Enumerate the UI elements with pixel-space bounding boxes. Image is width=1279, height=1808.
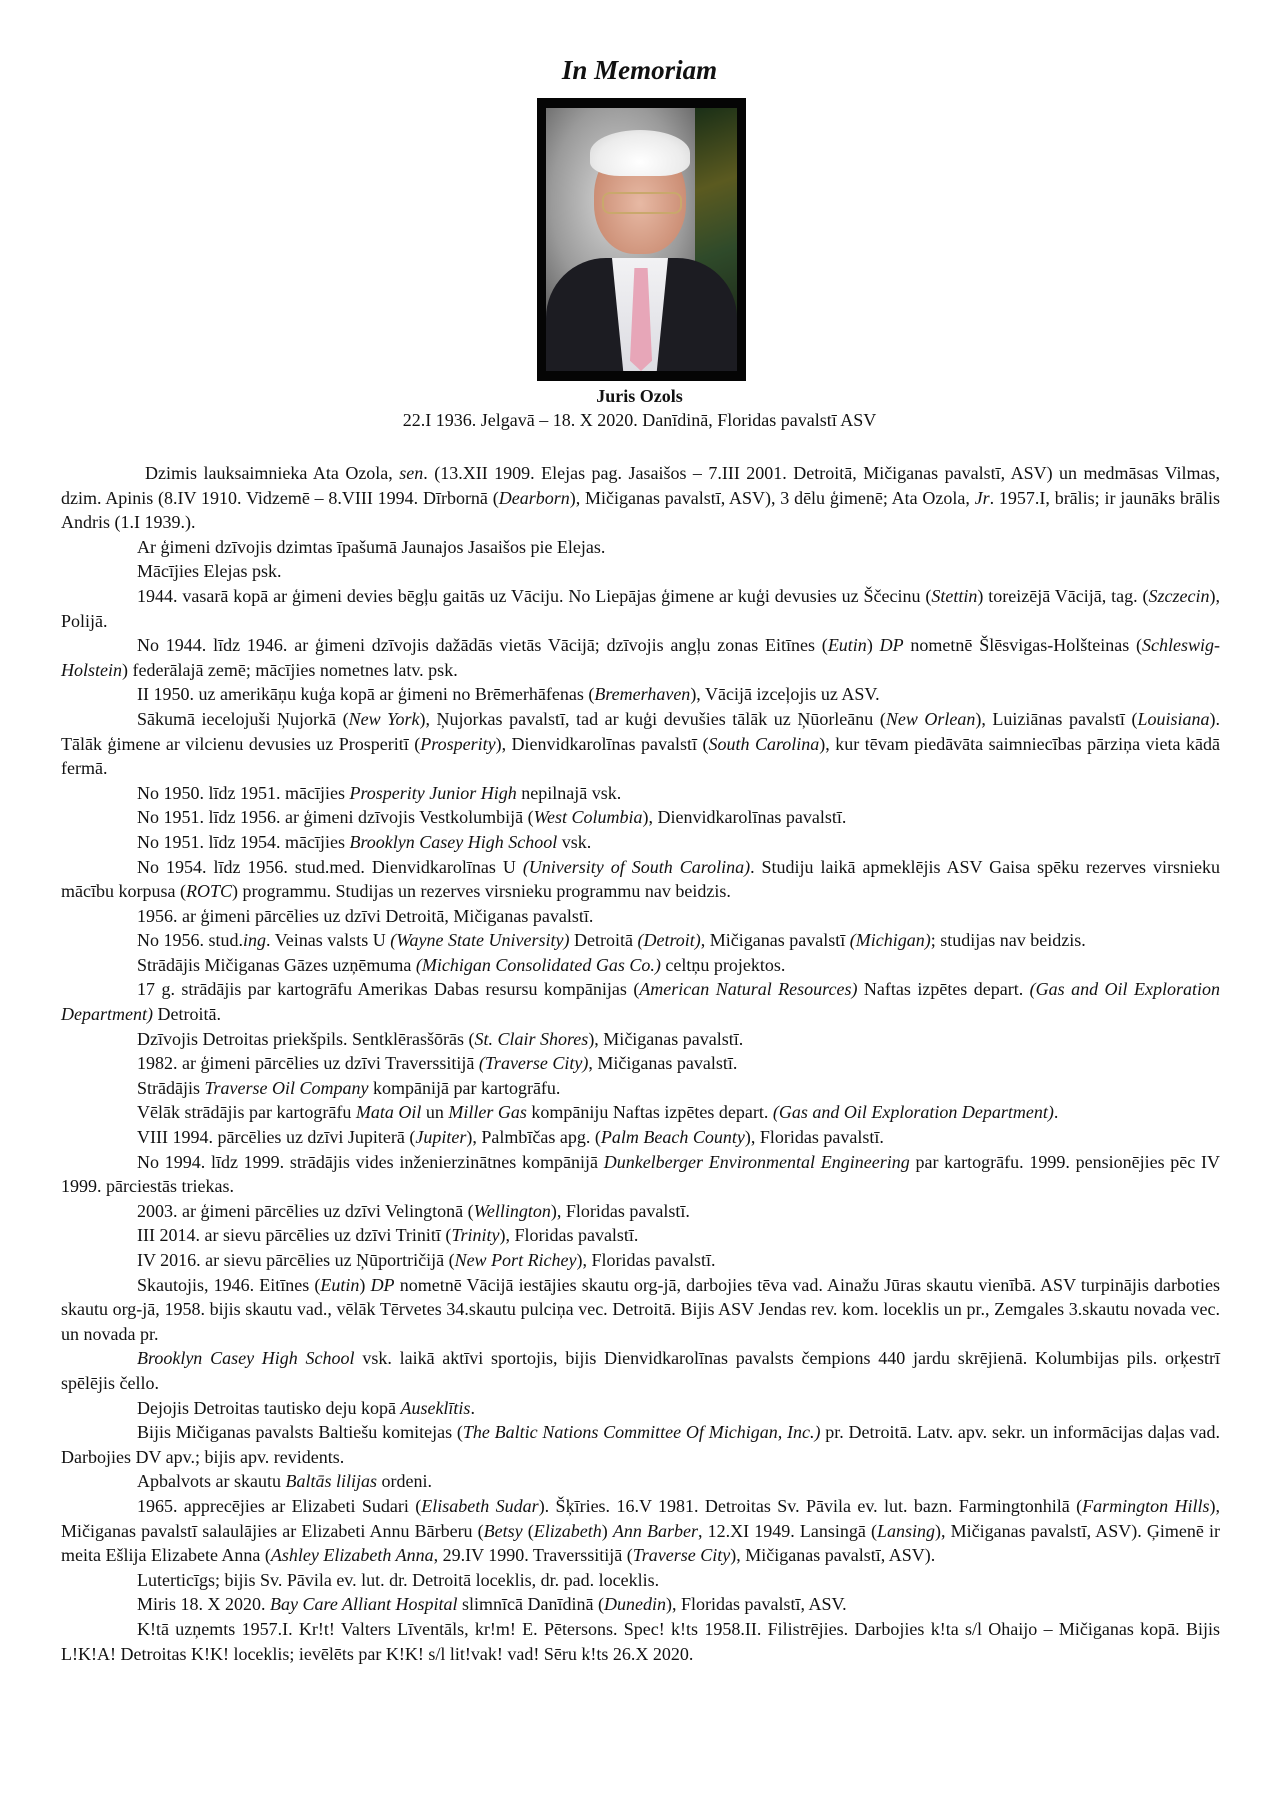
biography-paragraph: No 1950. līdz 1951. mācījies Prosperity Junior High nepilnajā vsk. (137, 782, 622, 803)
life-dates: 22.I 1936. Jelgavā – 18. X 2020. Danīdinā, Floridas pavalstī ASV (402, 410, 877, 430)
biography-paragraph: 1956. ar ģimeni pārcēlies uz dzīvi Detroitā, Mičiganas pavalstī. (137, 905, 594, 926)
biography-paragraph: K!tā uzņemts 1957.I. Kr!t! Valters Līventāls, kr!m! E. Pētersons. Spec! k!ts 1958.II. Filistrējies. Darbojies k!ta s/l Ohaijo – Mičiganas kopā. Bijis L!K!A! Detroitas K!K! loceklis; ievēlēts par K!K! s/l lit!vak! vad! Sēru k!ts 26.X 2020. (61, 1618, 1220, 1664)
biography-paragraph: Strādājis Traverse Oil Company kompānijā par kartogrāfu. (137, 1077, 561, 1098)
biography-text (61, 461, 1220, 1666)
biography-paragraph: 1944. vasarā kopā ar ģimeni devies bēgļu gaitās uz Vāciju. No Liepājas ģimene ar kuģi devusies uz Ščecinu (Stettin) toreizējā Vācijā, tag. (Szczecin), Polijā. (61, 585, 1220, 631)
biography-paragraph: Strādājis Mičiganas Gāzes uzņēmuma (Michigan Consolidated Gas Co.) celtņu projektos. (137, 954, 786, 975)
biography-paragraph: VIII 1994. pārcēlies uz dzīvi Jupiterā (Jupiter), Palmbīčas apg. (Palm Beach County), Floridas pavalstī. (137, 1127, 884, 1148)
biography-paragraph: No 1951. līdz 1954. mācījies Brooklyn Casey High School vsk. (137, 831, 592, 852)
portrait-image (546, 108, 737, 371)
biography-paragraph: No 1954. līdz 1956. stud.med. Dienvidkarolīnas U (University of South Carolina). Studiju laikā apmeklējis ASV Gaisa spēku rezerves virsnieku mācību korpusa (ROTC) programmu. Studijas un rezerves virsnieku programmu nav beidzis. (61, 856, 1220, 902)
biography-paragraph: Bijis Mičiganas pavalsts Baltiešu komitejas (The Baltic Nations Committee Of Michigan, Inc.) pr. Detroitā. Latv. apv. sekr. un informācijas daļas vad. Darbojies DV apv.; bijis apv. revidents. (61, 1422, 1220, 1467)
portrait-hair (590, 130, 690, 176)
biography-paragraph: Ar ģimeni dzīvojis dzimtas īpašumā Jaunajos Jasaišos pie Elejas. (137, 536, 606, 557)
biography-paragraph: Miris 18. X 2020. Bay Care Alliant Hospital slimnīcā Danīdinā (Dunedin), Floridas pavalstī, ASV. (137, 1594, 847, 1615)
biography-paragraph: Apbalvots ar skautu Baltās lilijas ordeni. (137, 1471, 432, 1492)
biography-paragraph: 17 g. strādājis par kartogrāfu Amerikas Dabas resursu kompānijas (American Natural Resources) Naftas izpētes depart. (Gas and Oil Exploration Department) Detroitā. (61, 979, 1220, 1025)
deceased-name: Juris Ozols (596, 386, 683, 406)
biography-paragraph: Dejojis Detroitas tautisko deju kopā Auseklītis. (137, 1397, 475, 1418)
biography-paragraph: Vēlāk strādājis par kartogrāfu Mata Oil un Miller Gas kompāniju Naftas izpētes depart. (Gas and Oil Exploration Department). (137, 1102, 1059, 1123)
biography-paragraph: No 1956. stud.ing. Veinas valsts U (Wayne State University) Detroitā (Detroit), Mičiganas pavalstī (Michigan); studijas nav beidzis. (137, 930, 1086, 951)
biography-paragraph: Luterticīgs; bijis Sv. Pāvila ev. lut. dr. Detroitā loceklis, dr. pad. loceklis. (137, 1569, 660, 1590)
biography-paragraph: Mācījies Elejas psk. (137, 561, 282, 582)
biography-paragraph: Dzīvojis Detroitas priekšpils. Sentklērasšōrās (St. Clair Shores), Mičiganas pavalstī. (137, 1028, 744, 1049)
biography-paragraph: No 1994. līdz 1999. strādājis vides inženierzinātnes kompānijā Dunkelberger Environmental Engineering par kartogrāfu. 1999. pensionējies pēc IV 1999. pārciestās triekas. (61, 1151, 1221, 1197)
biography-paragraph: II 1950. uz amerikāņu kuģa kopā ar ģimeni no Brēmerhāfenas (Bremerhaven), Vācijā izceļojis uz ASV. (137, 684, 880, 705)
biography-paragraph: No 1951. līdz 1956. ar ģimeni dzīvojis Vestkolumbijā (West Columbia), Dienvidkarolīnas pavalstī. (137, 807, 847, 828)
biography-paragraph: IV 2016. ar sievu pārcēlies uz Ņūportričijā (New Port Richey), Floridas pavalstī. (137, 1250, 716, 1270)
portrait-photo (537, 98, 746, 381)
biography-paragraph: Sākumā iecelojuši Ņujorkā (New York), Ņujorkas pavalstī, tad ar kuģi devušies tālāk uz Ņūorleānu (New Orlean), Luiziānas pavalstī (Louisiana). Tālāk ģimene ar vilcienu devusies uz Prosperitī (Prosperity), Dienvidkarolīnas pavalstī (South Carolina), kur tēvam piedāvāta saimniecības pārziņa vieta kādā fermā. (61, 708, 1221, 779)
page-title: In Memoriam (561, 55, 718, 85)
biography-paragraph: 2003. ar ģimeni pārcēlies uz dzīvi Velingtonā (Wellington), Floridas pavalstī. (137, 1200, 690, 1221)
biography-paragraph: III 2014. ar sievu pārcēlies uz dzīvi Trinitī (Trinity), Floridas pavalstī. (137, 1225, 639, 1246)
biography-paragraph: Dzimis lauksaimnieka Ata Ozola, sen. (13.XII 1909. Elejas pag. Jasaišos – 7.III 2001. Detroitā, Mičiganas pavalstī, ASV) un medmāsas Vilmas, dzim. Apinis (8.IV 1910. Vidzemē – 8.VIII 1994. Dīrbornā (Dearborn), Mičiganas pavalstī, ASV), 3 dēlu ģimenē; Ata Ozola, Jr. 1957.I, brālis; ir jaunāks brālis Andris (1.I 1939.). (61, 463, 1220, 533)
biography-paragraph: Skautojis, 1946. Eitīnes (Eutin) DP nometnē Vācijā iestājies skautu org-jā, darbojies tēva vad. Ainažu Jūras skautu vienībā. ASV turpinājis darboties skautu org-jā, 1958. bijis skautu vad., vēlāk Tērvetes 34.skautu pulciņa vec. Detroitā. Bijis ASV Jendas rev. kom. loceklis un pr., Zemgales 3.skautu novada vec. un novada pr. (61, 1274, 1220, 1344)
biography-paragraph: 1982. ar ģimeni pārcēlies uz dzīvi Traverssitijā (Traverse City), Mičiganas pavalstī. (137, 1053, 738, 1074)
biography-paragraph: Brooklyn Casey High School vsk. laikā aktīvi sportojis, bijis Dienvidkarolīnas pavalsts čempions 440 jardu skrējienā. Kolumbijas pils. orķestrī spēlējis čello. (61, 1348, 1220, 1393)
portrait-glasses (602, 192, 682, 214)
biography-paragraph: No 1944. līdz 1946. ar ģimeni dzīvojis dažādās vietās Vācijā; dzīvojis angļu zonas Eitīnes (Eutin) DP nometnē Šlēsvigas-Holšteinas (Schleswig-Holstein) federālajā zemē; mācījies nometnes latv. psk. (61, 635, 1221, 680)
biography-paragraph: 1965. apprecējies ar Elizabeti Sudari (Elisabeth Sudar). Šķīries. 16.V 1981. Detroitas Sv. Pāvila ev. lut. bazn. Farmingtonhilā (Farmington Hills), Mičiganas pavalstī salaulājies ar Elizabeti Annu Bārberu (Betsy (Elizabeth) Ann Barber, 12.XI 1949. Lansingā (Lansing), Mičiganas pavalstī, ASV). Ģimenē ir meita Ešlija Elizabete Anna (Ashley Elizabeth Anna, 29.IV 1990. Traverssitijā (Traverse City), Mičiganas pavalstī, ASV). (61, 1495, 1221, 1566)
